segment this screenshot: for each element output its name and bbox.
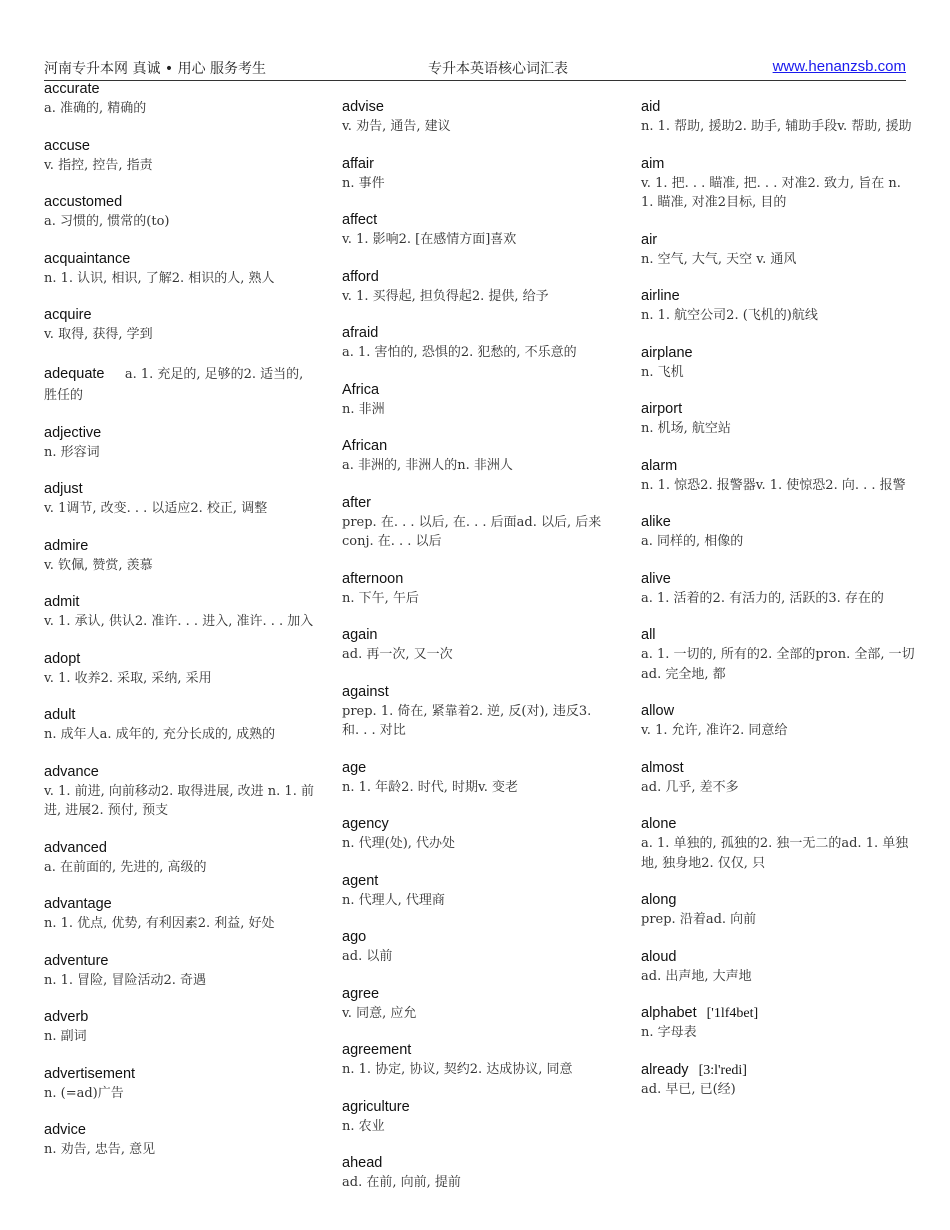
vocab-word — [342, 1154, 612, 1173]
vocab-definition: a. 准确的, 精确的 — [44, 101, 147, 116]
vocab-column-3 — [641, 98, 916, 1117]
vocab-entry — [641, 948, 916, 987]
vocab-entry — [342, 268, 612, 307]
vocab-definition: n. 空气, 大气, 天空 v. 通风 — [641, 251, 797, 267]
vocab-word — [342, 570, 612, 589]
vocab-word-text: acquire — [44, 307, 92, 323]
vocab-entry — [342, 381, 612, 420]
vocab-word — [342, 815, 612, 834]
vocab-word-text: all — [641, 627, 656, 643]
vocab-word-text: ahead — [342, 1155, 383, 1171]
vocab-definition: a. 习惯的, 惯常的(to) — [44, 214, 170, 229]
vocab-definition: v. 1. 影响2. [在感情方面]喜欢 — [342, 232, 517, 247]
vocab-entry — [44, 706, 314, 745]
vocab-definition: v. 钦佩, 赞赏, 羡慕 — [44, 557, 153, 573]
vocab-entry — [342, 985, 612, 1024]
vocab-definition: ad. 再一次, 又一次 — [342, 647, 453, 662]
vocab-word-text: airline — [641, 288, 680, 304]
vocab-word — [641, 287, 916, 306]
vocab-word-text: accuse — [44, 137, 90, 154]
vocab-word-text: advice — [44, 1122, 86, 1138]
vocab-word-text: accustomed — [44, 194, 123, 210]
vocab-definition: n. 1. 认识, 相识, 了解2. 相识的人, 熟人 — [44, 270, 275, 286]
vocab-word-text: acquaintance — [44, 250, 131, 267]
vocab-word-text: airport — [641, 401, 683, 417]
vocab-definition: n. 代理(处), 代办处 — [342, 836, 456, 851]
vocab-word — [44, 1008, 314, 1027]
vocab-definition: n. 形容词 — [44, 444, 100, 460]
vocab-definition: n. 1. 惊恐2. 报警器v. 1. 使惊恐2. 向. . . 报警 — [641, 477, 906, 493]
vocab-word-text: again — [342, 627, 378, 643]
vocab-definition: n. 字母表 — [641, 1025, 697, 1040]
vocab-word — [641, 759, 916, 778]
vocab-entry — [44, 952, 314, 991]
vocab-word-text: already — [641, 1061, 689, 1078]
vocab-entry — [342, 815, 612, 854]
header-title: 专升本英语核心词汇表 — [428, 61, 568, 77]
vocab-word-text: adverb — [44, 1009, 89, 1025]
vocab-word-text: alike — [641, 514, 671, 530]
vocab-word — [342, 324, 612, 343]
vocab-word — [641, 457, 916, 476]
vocab-entry — [44, 1065, 314, 1104]
vocab-word-text: against — [342, 683, 389, 700]
vocab-definition: v. 取得, 获得, 学到 — [44, 327, 153, 342]
vocab-entry — [44, 1121, 314, 1160]
vocab-word — [641, 948, 916, 967]
vocab-word-text: adjust — [44, 481, 83, 497]
vocab-entry — [44, 306, 314, 345]
vocab-word-text: alarm — [641, 457, 678, 474]
vocab-definition: n. 机场, 航空站 — [641, 421, 731, 436]
vocab-word-text: admit — [44, 594, 80, 610]
vocab-word-text: aim — [641, 155, 665, 172]
vocab-definition: v. 1. 收养2. 采取, 采纳, 采用 — [44, 670, 212, 686]
vocab-entry — [44, 80, 314, 119]
vocab-word — [44, 593, 314, 612]
vocab-definition: a. 1. 活着的2. 有活力的, 活跃的3. 存在的 — [641, 590, 884, 606]
vocab-entry — [342, 626, 612, 665]
vocab-entry — [44, 137, 314, 176]
vocab-word — [641, 626, 916, 645]
vocab-entry — [342, 1041, 612, 1080]
vocab-entry — [641, 231, 916, 270]
vocab-word — [342, 759, 612, 778]
vocab-definition: ad. 几乎, 差不多 — [641, 779, 739, 795]
vocab-definition: a. 同样的, 相像的 — [641, 534, 744, 549]
vocab-column-1 — [44, 80, 314, 1178]
vocab-word — [342, 155, 612, 174]
vocab-word — [44, 480, 314, 499]
vocab-word-text: air — [641, 231, 658, 248]
vocab-entry — [641, 98, 916, 137]
vocab-word — [342, 626, 612, 645]
page-header — [44, 58, 906, 81]
vocab-entry — [641, 759, 916, 798]
vocab-entry — [641, 344, 916, 383]
vocab-definition: n. 事件 — [342, 175, 385, 191]
vocab-word-text: aloud — [641, 948, 677, 965]
vocab-word-text: advertisement — [44, 1065, 136, 1082]
vocab-entry — [44, 250, 314, 289]
vocab-word — [44, 366, 104, 382]
vocab-entry — [342, 211, 612, 250]
vocab-definition: n. 1. 优点, 优势, 有利因素2. 利益, 好处 — [44, 916, 275, 931]
vocab-word — [44, 137, 314, 156]
vocab-word — [641, 98, 916, 117]
vocab-word-text: airplane — [641, 344, 693, 361]
vocab-entry — [641, 1061, 916, 1100]
vocab-entry — [342, 1154, 612, 1193]
vocab-word-text: afraid — [342, 325, 379, 341]
vocab-word — [342, 872, 612, 891]
vocab-definition: n. 1. 帮助, 援助2. 助手, 辅助手段v. 帮助, 援助 — [641, 119, 912, 134]
vocab-definition: n. 1. 年龄2. 时代, 时期v. 变老 — [342, 779, 519, 795]
vocab-entry — [342, 98, 612, 137]
header-website-link[interactable]: www.henanzsb.com — [772, 58, 906, 75]
vocab-word-text: Africa — [342, 381, 380, 398]
vocab-word-text: afternoon — [342, 570, 404, 587]
vocab-entry — [641, 457, 916, 496]
vocab-entry — [342, 928, 612, 967]
vocab-word-text: advance — [44, 763, 99, 780]
vocab-word — [342, 928, 612, 947]
vocab-word — [641, 400, 916, 419]
vocab-word — [44, 1121, 314, 1140]
vocab-definition: v. 1. 允许, 准许2. 同意给 — [641, 723, 788, 738]
vocab-word-text: aid — [641, 99, 661, 115]
vocab-entry — [641, 570, 916, 609]
vocab-word-text: adopt — [44, 650, 81, 667]
vocab-word-text: almost — [641, 759, 684, 776]
vocab-word — [641, 570, 916, 589]
vocab-entry — [342, 437, 612, 476]
vocab-word — [342, 211, 612, 230]
vocab-definition: a. 1. 充足的, 足够的2. 适当的, 胜任的 — [44, 366, 304, 403]
vocab-entry — [641, 1004, 916, 1043]
vocab-column-2 — [342, 98, 612, 1211]
vocab-word — [342, 98, 612, 117]
header-slogan: 河南专升本网 真诚 • 用心 服务考生 — [44, 61, 267, 77]
vocab-word — [641, 231, 916, 250]
vocab-word — [44, 1065, 314, 1084]
vocab-word-text: agriculture — [342, 1098, 410, 1115]
vocab-definition: n. 成年人a. 成年的, 充分长成的, 成熟的 — [44, 727, 276, 742]
vocab-definition: v. 1. 承认, 供认2. 准许. . . 进入, 准许. . . 加入 — [44, 614, 314, 629]
vocab-entry — [44, 1008, 314, 1047]
vocab-word-text: advanced — [44, 839, 107, 856]
vocab-definition: a. 1. 害怕的, 恐惧的2. 犯愁的, 不乐意的 — [342, 345, 577, 360]
vocab-word-text: adult — [44, 707, 76, 723]
vocab-definition: v. 同意, 应允 — [342, 1005, 417, 1021]
vocab-word — [641, 513, 916, 532]
vocab-entry — [641, 400, 916, 439]
vocab-word-text: African — [342, 438, 388, 454]
vocab-entry — [342, 570, 612, 609]
vocab-definition: n. 非洲 — [342, 401, 385, 417]
vocab-definition: ad. 在前, 向前, 提前 — [342, 1175, 461, 1190]
vocab-word-text: affect — [342, 212, 378, 228]
vocab-word — [44, 895, 314, 914]
vocab-definition: a. 1. 一切的, 所有的2. 全部的pron. 全部, 一切ad. 完全地, 都 — [641, 647, 915, 682]
vocab-entry — [641, 702, 916, 741]
vocab-definition: n. 飞机 — [641, 364, 684, 380]
vocab-word-text: affair — [342, 155, 374, 172]
vocab-entry — [342, 155, 612, 194]
vocab-word-text: agreement — [342, 1042, 412, 1058]
vocab-definition: prep. 1. 倚在, 紧靠着2. 逆, 反(对), 违反3. 和. . . 对比 — [342, 703, 592, 738]
vocab-definition: ad. 出声地, 大声地 — [641, 968, 752, 984]
vocab-word — [44, 306, 314, 325]
vocab-word — [641, 702, 916, 721]
vocab-entry — [44, 193, 314, 232]
vocab-definition: n. 副词 — [44, 1029, 87, 1044]
vocab-word — [641, 344, 916, 363]
vocab-definition: v. 1. 把. . . 瞄准, 把. . . 对准2. 致力, 旨在 n. 1. 瞄准, 对准2目标, 目的 — [641, 175, 901, 210]
vocab-word-text: adjective — [44, 424, 102, 441]
vocab-word — [44, 650, 314, 669]
vocab-definition: a. 在前面的, 先进的, 高级的 — [44, 859, 207, 875]
vocab-entry — [44, 480, 314, 519]
vocab-entry — [44, 839, 314, 878]
vocab-word — [342, 381, 612, 400]
vocab-word-text: allow — [641, 703, 675, 719]
vocab-definition: n. 劝告, 忠告, 意见 — [44, 1142, 156, 1157]
vocab-word — [44, 763, 314, 782]
vocab-entry — [641, 891, 916, 930]
vocab-word-text: afford — [342, 268, 379, 285]
vocab-word-text: advise — [342, 99, 384, 115]
vocab-definition: v. 指控, 控告, 指责 — [44, 157, 153, 173]
vocab-entry — [641, 815, 916, 873]
vocab-word — [342, 985, 612, 1004]
vocab-word — [44, 250, 314, 269]
vocab-definition: ad. 以前 — [342, 949, 393, 964]
vocab-word — [641, 1061, 916, 1080]
vocab-word — [641, 815, 916, 834]
vocab-entry — [342, 324, 612, 363]
vocab-entry — [44, 650, 314, 689]
vocab-entry — [44, 593, 314, 632]
vocab-entry — [44, 424, 314, 463]
vocab-definition: n. 农业 — [342, 1118, 385, 1134]
vocab-word-text: agent — [342, 872, 379, 889]
vocab-definition: a. 非洲的, 非洲人的n. 非洲人 — [342, 458, 513, 473]
vocab-word — [342, 437, 612, 456]
vocab-word-text: after — [342, 494, 372, 511]
vocab-word — [641, 891, 916, 910]
vocab-word-text: ago — [342, 929, 367, 945]
vocab-definition: v. 1. 买得起, 担负得起2. 提供, 给予 — [342, 288, 549, 304]
vocab-definition: n. 代理人, 代理商 — [342, 892, 445, 908]
vocab-word — [44, 193, 314, 212]
vocab-word — [342, 683, 612, 702]
vocab-word — [44, 424, 314, 443]
vocab-word — [342, 1041, 612, 1060]
vocab-word-text: along — [641, 892, 677, 908]
vocab-word — [44, 80, 314, 99]
vocab-entry — [342, 494, 612, 552]
vocab-definition: n. 下午, 午后 — [342, 590, 419, 606]
vocab-pronunciation: [3:l'redi] — [698, 1062, 747, 1078]
vocab-word — [44, 537, 314, 556]
vocab-word-text: adventure — [44, 952, 109, 969]
vocab-definition: a. 1. 单独的, 孤独的2. 独一无二的ad. 1. 单独地, 独身地2. 仅仅, 只 — [641, 836, 909, 871]
vocab-definition: n. (=ad)广告 — [44, 1085, 124, 1101]
vocab-word-text: advantage — [44, 896, 112, 912]
vocab-word-text: age — [342, 759, 367, 776]
vocab-word — [342, 268, 612, 287]
vocab-definition: n. 1. 冒险, 冒险活动2. 奇遇 — [44, 972, 206, 988]
vocab-entry — [342, 872, 612, 911]
vocab-entry — [44, 537, 314, 576]
vocab-word-text: admire — [44, 537, 89, 554]
vocab-definition: v. 劝告, 通告, 建议 — [342, 119, 451, 134]
vocab-word-text: alone — [641, 816, 677, 832]
vocab-definition: n. 1. 协定, 协议, 契约2. 达成协议, 同意 — [342, 1062, 573, 1077]
vocab-word — [342, 1098, 612, 1117]
vocab-entry — [44, 363, 314, 406]
vocab-definition: v. 1. 前进, 向前移动2. 取得进展, 改进 n. 1. 前进, 进展2. 预付, 预支 — [44, 783, 314, 818]
vocab-entry — [44, 895, 314, 934]
vocab-word — [641, 1004, 916, 1023]
vocab-word-text: agree — [342, 985, 380, 1002]
vocab-entry — [641, 287, 916, 326]
vocab-entry — [342, 683, 612, 741]
vocab-pronunciation: ['1lf4bet] — [706, 1006, 759, 1021]
vocab-definition: prep. 在. . . 以后, 在. . . 后面ad. 以后, 后来conj. 在. . . 以后 — [342, 514, 602, 549]
vocab-word-text: agency — [342, 816, 389, 832]
vocab-word-text: alive — [641, 570, 671, 587]
vocab-word — [44, 839, 314, 858]
vocab-word — [641, 155, 916, 174]
vocab-definition: ad. 早已, 已(经) — [641, 1081, 736, 1097]
vocab-definition: v. 1调节, 改变. . . 以适应2. 校正, 调整 — [44, 501, 268, 516]
vocab-entry — [44, 763, 314, 821]
vocab-word — [342, 494, 612, 513]
vocab-entry — [342, 759, 612, 798]
vocab-entry — [641, 155, 916, 213]
vocab-word-text: accurate — [44, 81, 100, 97]
vocab-definition: prep. 沿着ad. 向前 — [641, 912, 757, 927]
vocab-word — [44, 952, 314, 971]
vocab-definition: n. 1. 航空公司2. (飞机的)航线 — [641, 308, 818, 323]
vocab-word — [44, 706, 314, 725]
vocab-word-text: adequate — [44, 365, 105, 382]
vocab-word-text: alphabet — [641, 1005, 697, 1021]
vocab-entry — [641, 513, 916, 552]
vocab-entry — [342, 1098, 612, 1137]
vocab-entry — [641, 626, 916, 684]
